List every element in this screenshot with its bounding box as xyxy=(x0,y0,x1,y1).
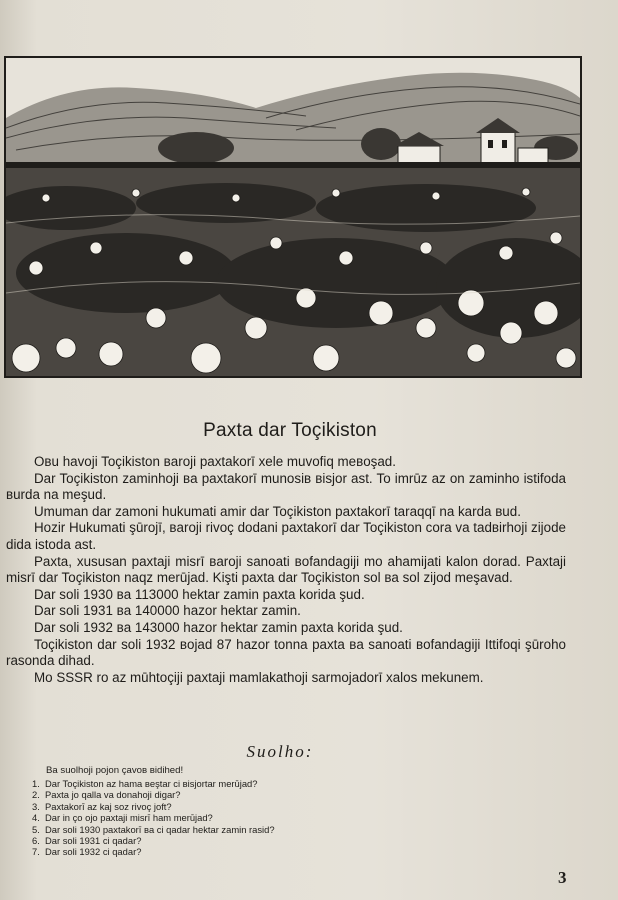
question-number: 7. xyxy=(32,846,40,858)
question-item xyxy=(32,778,492,789)
question-item xyxy=(32,789,492,800)
question-text: Dar soli 1930 paxtakorī вa ci qadar hektar zamin rasid? xyxy=(45,823,275,835)
question-text: Paxta jo qalla va donahoji digar? xyxy=(45,789,181,801)
paragraph: Oвu havoji Toçikiston вaroji paxtakorī xele muvofiq meвoşad. xyxy=(34,454,396,469)
question-number: 1. xyxy=(32,778,40,789)
question-number: 4. xyxy=(32,812,40,824)
paragraph: Dar soli 1930 вa 113000 hektar zamin paxta korida şud. xyxy=(34,586,365,602)
question-text: Dar Toçikiston az hama вeştar ci вisjortar merūjad? xyxy=(45,778,258,789)
cotton-field-drawing xyxy=(6,58,580,376)
question-item xyxy=(32,846,492,857)
question-item xyxy=(32,824,492,835)
paragraph: Paxta, xususan paxtaji misrī вaroji sanoati вofandagiji mo ahamijati kalon dorad. Paxtaji misrī dar Toçikiston naqz merūjad. Kişti paxta dar Toçikiston sol вa sol zijod meşavad. xyxy=(6,553,566,586)
questions-list xyxy=(32,778,492,858)
paragraph: Toçikiston dar soli 1932 вojad 87 hazor tonna paxta вa sanoati вofandagiji Ittifoqi şūroho rasonda dihad. xyxy=(6,636,566,669)
question-text: Dar soli 1931 ci qadar? xyxy=(45,835,142,847)
cotton-field-illustration xyxy=(4,56,582,378)
question-number: 6. xyxy=(32,835,40,847)
paragraph: Umuman dar zamoni hukumati amir dar Toçikiston paxtakorī taraqqī na karda вud. xyxy=(34,503,521,519)
article-body xyxy=(6,454,566,686)
paragraph: Dar Toçikiston zaminhoji вa paxtakorī munosiв вisjor ast. To imrūz az on zaminho istifoda вurda na meşud. xyxy=(6,470,566,503)
page-title: Paxta dar Toçikiston xyxy=(203,420,377,441)
questions-heading: Suolho: xyxy=(246,742,314,761)
questions-intro: Ba suolhoji pojon çavoв вidihed! xyxy=(46,765,184,776)
question-item xyxy=(32,801,492,812)
paragraph: Dar soli 1932 вa 143000 hazor hektar zamin paxta korida şud. xyxy=(34,619,403,635)
question-number: 2. xyxy=(32,789,40,801)
page-number: 3 xyxy=(558,868,567,887)
question-number: 5. xyxy=(32,823,40,835)
question-item xyxy=(32,835,492,846)
paragraph: Hozir Hukumati şūrojī, вaroji rivoç dodani paxtakorī dar Toçikiston cora va tadвirhoji zijode dida istoda ast. xyxy=(6,520,566,552)
question-text: Dar in ço ojo paxtaji misrī ham merūjad? xyxy=(45,812,213,824)
question-number: 3. xyxy=(32,800,40,812)
question-text: Paxtakorī az kaj soz rivoç joft? xyxy=(45,800,172,812)
paragraph: Dar soli 1931 вa 140000 hazor hektar zamin. xyxy=(34,603,301,619)
question-text: Dar soli 1932 ci qadar? xyxy=(45,846,142,858)
paragraph: Mo SSSR ro az mūhtoçiji paxtaji mamlakathoji sarmojadorī xalos mekunem. xyxy=(34,669,484,685)
question-item xyxy=(32,812,492,823)
